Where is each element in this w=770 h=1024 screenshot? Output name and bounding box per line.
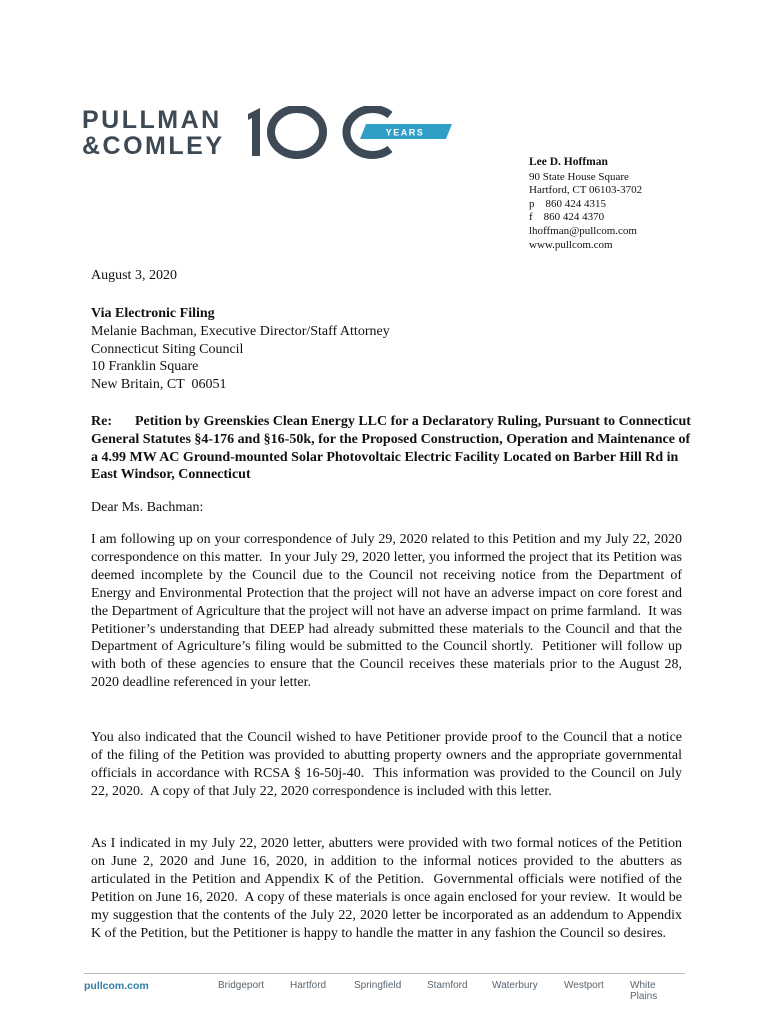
footer-city: Waterbury — [492, 980, 538, 991]
sender-name: Lee D. Hoffman — [529, 156, 608, 168]
sender-email[interactable]: lhoffman@pullcom.com — [529, 224, 637, 237]
firm-logo — [82, 106, 425, 160]
recipient-city: New Britain, CT 06051 — [91, 377, 227, 393]
centennial-100-mark — [242, 106, 462, 162]
body-paragraph-3: As I indicated in my July 22, 2020 letter, abutters were provided with two formal notices of the Petition on June 2, 2020 and June 16, 2020, in addition to the informal notices provided to the abutters as articulated in the Petition and Appendix K of the Petition. Governmental officials were notified of the Petition on June 16, 2020. A copy of these materials is once again enclosed for your review. It would be my suggestion that the contents of the July 22, 2020 letter be incorporated as an addendum to Appendix K of the Petition, but the Petitioner is happy to handle the matter in any fashion the Council so desires. — [91, 836, 686, 941]
body-paragraph-2: You also indicated that the Council wished to have Petitioner provide proof to the Council that a notice of the filing of the Petition was provided to abutting property owners and the appropriate governmental officials in accordance with RCSA § 16-50j-40. This information was provided to the Council on July 22, 2020. A copy of that July 22, 2020 correspondence is included with this letter. — [91, 730, 686, 799]
subject-label: Re: — [91, 414, 112, 429]
sender-fax: f 860 424 4370 — [529, 211, 605, 224]
sender-website[interactable]: www.pullcom.com — [529, 238, 613, 251]
sender-address-line1: 90 State House Square — [529, 170, 629, 183]
footer-city: Westport — [564, 980, 604, 991]
letter-date: August 3, 2020 — [91, 268, 177, 283]
recipient-street: 10 Franklin Square — [91, 359, 199, 375]
footer-website[interactable]: pullcom.com — [84, 980, 149, 992]
subject-text: Petition by Greenskies Clean Energy LLC for a Declaratory Ruling, Pursuant to Connecticut General Statutes §4-176 and §16-50k, for the Proposed Construction, Operation and Maintenance of a 4.99 MW AC Ground-mounted Solar Photovoltaic Electric Facility Located on Barber Hill Rd in East Windsor, Connecticut — [91, 414, 691, 483]
logo-years-badge: YEARS — [385, 127, 425, 138]
recipient-name: Melanie Bachman, Executive Director/Staff Attorney — [91, 323, 390, 339]
footer — [84, 980, 685, 1002]
sender-phone: p 860 424 4315 — [529, 197, 606, 210]
subject-line — [91, 413, 691, 484]
body-paragraph-1: I am following up on your correspondence of July 29, 2020 related to this Petition and my July 22, 2020 correspondence on this matter. In your July 29, 2020 letter, you informed the project that its Petition was deemed incomplete by the Council due to the Council not receiving notice from the Department of Energy and Environmental Protection that the project will not have an adverse impact on core forest and the Department of Agriculture that the project will not have an adverse impact on prime farmland. It was Petitioner’s understanding that DEEP had already submitted these materials to the Council and that the Department of Agriculture’s filing would be submitted to the Council shortly. Petitioner will follow up with both of these agencies to ensure that the Council receives these materials prior to the August 28, 2020 deadline referenced in your letter. — [91, 532, 686, 691]
footer-city: Stamford — [427, 980, 468, 991]
sender-block — [529, 156, 642, 252]
logo-line-comley: &COMLEY — [82, 132, 225, 160]
delivery-method: Via Electronic Filing — [91, 306, 215, 321]
footer-city: Bridgeport — [218, 980, 265, 991]
logo-line-pullman: PULLMAN — [82, 106, 222, 134]
salutation: Dear Ms. Bachman: — [91, 500, 204, 515]
sender-address-line2: Hartford, CT 06103-3702 — [529, 184, 643, 197]
footer-city: White Plains — [630, 980, 658, 1002]
footer-city: Hartford — [290, 980, 327, 991]
footer-divider — [84, 973, 685, 974]
recipient-organization: Connecticut Siting Council — [91, 341, 244, 357]
footer-city: Springfield — [354, 980, 402, 991]
recipient-block — [91, 305, 390, 394]
